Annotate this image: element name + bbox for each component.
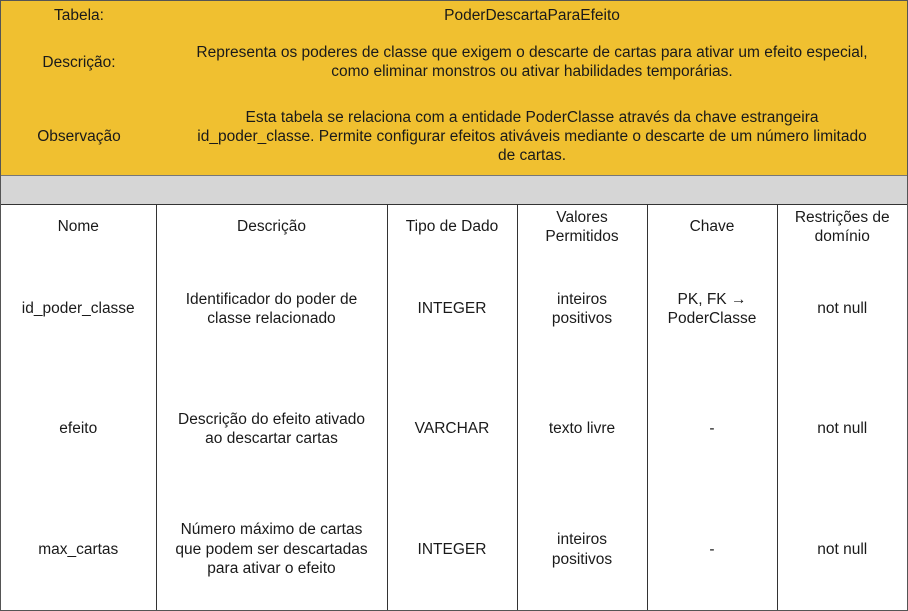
cell-line: inteiros	[557, 290, 607, 308]
column-header-descricao: Descrição	[156, 205, 387, 249]
cell-chave	[647, 249, 777, 369]
cell-valores	[517, 249, 647, 369]
column-header-restricoes	[777, 205, 907, 249]
cell-tipo: VARCHAR	[387, 369, 517, 489]
column-header-nome: Nome	[1, 205, 156, 249]
cell-restricoes: not null	[777, 249, 907, 369]
cell-restricoes: not null	[777, 489, 907, 610]
cell-nome: id_poder_classe	[1, 249, 156, 369]
tabela-name: PoderDescartaParaEfeito	[444, 6, 620, 24]
cell-line: inteiros	[557, 531, 607, 548]
cell-line: para ativar o efeito	[207, 560, 336, 578]
header-row-descricao	[1, 39, 907, 85]
cell-restricoes: not null	[777, 369, 907, 489]
cell-descricao	[156, 249, 387, 369]
cell-tipo: INTEGER	[387, 489, 517, 610]
columns-table	[1, 205, 907, 610]
cell-line: classe relacionado	[207, 310, 336, 327]
descricao-label: Descrição:	[42, 53, 116, 71]
cell-line: PK, FK →	[677, 290, 747, 308]
observacao-line: de cartas.	[497, 146, 567, 164]
column-header-row	[1, 205, 907, 249]
column-header-chave: Chave	[647, 205, 777, 249]
cell-descricao	[156, 489, 387, 610]
column-header-valores	[517, 205, 647, 249]
table-row	[1, 249, 907, 369]
table-row	[1, 489, 907, 610]
header-row-tabela	[1, 1, 907, 29]
cell-valores: texto livre	[517, 369, 647, 489]
cell-valores	[517, 489, 647, 610]
column-header-tipo: Tipo de Dado	[387, 205, 517, 249]
header-line: Restrições de	[794, 208, 890, 226]
tabela-label: Tabela:	[54, 6, 104, 24]
descricao-line: Representa os poderes de classe que exigem o descarte de cartas para ativar um efeito especial,	[196, 44, 868, 61]
cell-line: Descrição do efeito ativado	[178, 410, 365, 428]
separator-band	[1, 176, 907, 205]
header-line: Valores	[556, 208, 608, 226]
table-header-panel	[1, 1, 907, 176]
descricao-line: como eliminar monstros ou ativar habilidades temporárias.	[331, 63, 733, 80]
header-row-observacao	[1, 105, 907, 167]
header-line: domínio	[814, 228, 870, 245]
cell-descricao	[156, 369, 387, 489]
observacao-label: Observação	[37, 127, 121, 145]
header-line: Permitidos	[545, 228, 619, 245]
cell-line: Identificador do poder de	[185, 290, 358, 308]
cell-line: Número máximo de cartas	[180, 521, 363, 539]
cell-line: PoderClasse	[667, 310, 757, 327]
cell-nome: max_cartas	[1, 489, 156, 610]
observacao-line: Esta tabela se relaciona com a entidade PoderClasse através da chave estrangeira	[245, 108, 819, 126]
cell-line: positivos	[551, 310, 613, 327]
cell-nome: efeito	[1, 369, 156, 489]
cell-chave: -	[647, 369, 777, 489]
cell-chave: -	[647, 489, 777, 610]
cell-line: ao descartar cartas	[205, 430, 338, 447]
descricao-text	[157, 43, 907, 81]
observacao-line: id_poder_classe. Permite configurar efeitos ativáveis mediante o descarte de um número limitado	[197, 127, 867, 145]
cell-line: positivos	[551, 550, 613, 568]
cell-tipo: INTEGER	[387, 249, 517, 369]
observacao-text	[157, 108, 907, 165]
table-row	[1, 369, 907, 489]
cell-line: que podem ser descartadas	[175, 540, 368, 558]
